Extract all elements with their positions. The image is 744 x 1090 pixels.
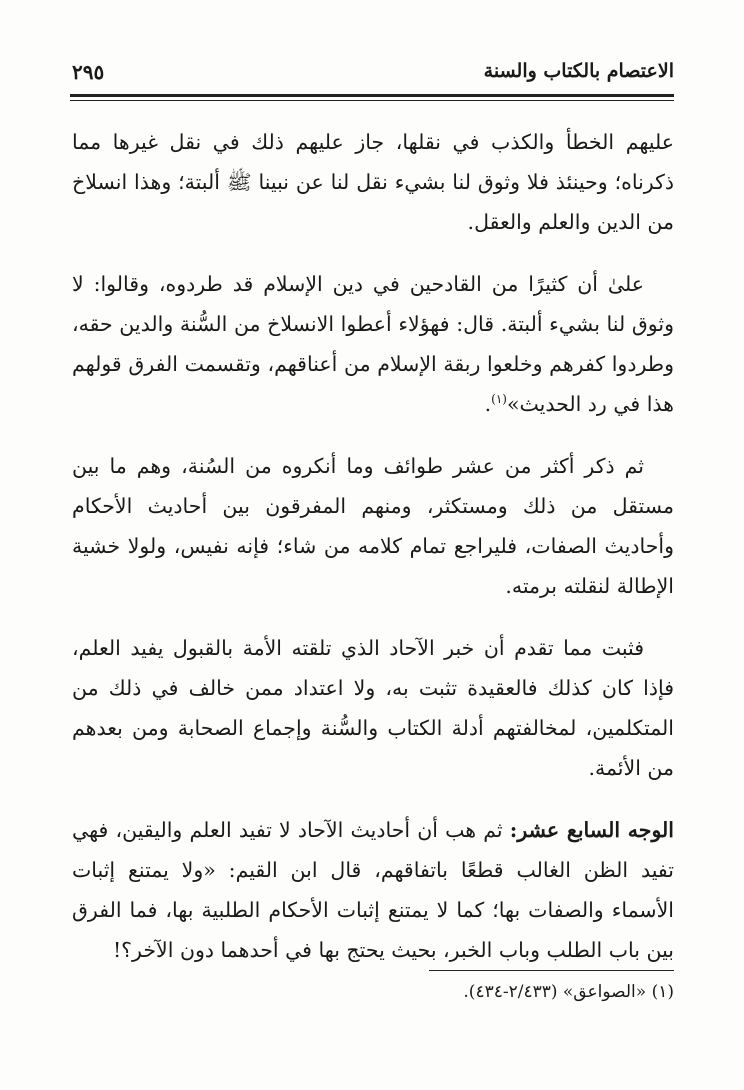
paragraph-5: [72, 810, 674, 970]
paragraph-4: فثبت مما تقدم أن خبر الآحاد الذي تلقته الأمة بالقبول يفيد العلم، فإذا كان كذلك فالعقيدة تثبت به، ولا اعتداد ممن خالف في ذلك من المتكلمين، لمخالفتهم أدلة الكتاب والسُّنة وإجماع الصحابة ومن بعدهم من الأئمة.: [72, 636, 674, 780]
paragraph-2-tail: .: [484, 392, 492, 416]
section-heading: الوجه السابع عشر:: [509, 818, 674, 842]
paragraph-5-text: ثم هب أن أحاديث الآحاد لا تفيد العلم واليقين، فهي تفيد الظن الغالب قطعًا باتفاقهم، قال ابن القيم: «ولا يمتنع إثبات الأسماء والصفات بها؛ كما لا يمتنع إثبات الأحكام الطلبية بها، فما الفرق بين باب الطلب وباب الخبر، بحيث يحتج بها في أحدهما دون الآخر؟!: [72, 818, 674, 962]
header-rule-thick: [70, 94, 674, 97]
paragraph-2-text: علىٰ أن كثيرًا من القادحين في دين الإسلام قد طردوه، وقالوا: لا وثوق لنا بشيء ألبتة. قال: فهؤلاء أعطوا الانسلاخ من السُّنة والدين حقه، وطردوا كفرهم وخلعوا ربقة الإسلام من أعناقهم، وتقسمت الفرق قولهم هذا في رد الحديث»: [72, 272, 674, 416]
running-title: الاعتصام بالكتاب والسنة: [483, 60, 674, 82]
paragraph-3: ثم ذكر أكثر من عشر طوائف وما أنكروه من السُنة، وهم ما بين مستقل من ذلك ومستكثر، ومنهم المفرقون بين أحاديث الأحكام وأحاديث الصفات، فليراجع تمام كلامه من شاء؛ فإنه نفيس، ولولا خشية الإطالة لنقلته برمته.: [72, 454, 674, 598]
paragraph-2: [72, 264, 674, 424]
header-rule-thin: [70, 100, 674, 101]
paragraph-1: عليهم الخطأ والكذب في نقلها، جاز عليهم ذلك في نقل غيرها مما ذكرناه؛ وحينئذ فلا وثوق لنا بشيء نقل لنا عن نبينا ﷺ ألبتة؛ وهذا انسلاخ من الدين والعلم والعقل.: [72, 130, 674, 234]
footnote-rule: [429, 970, 674, 971]
footnote-marker: (١): [491, 392, 507, 407]
footnote: (١) «الصواعق» (٢/٤٣٣-٤٣٤).: [463, 982, 674, 1002]
page-header: [72, 58, 674, 90]
page-number: ٢٩٥: [72, 60, 105, 84]
body-text: [72, 122, 674, 992]
